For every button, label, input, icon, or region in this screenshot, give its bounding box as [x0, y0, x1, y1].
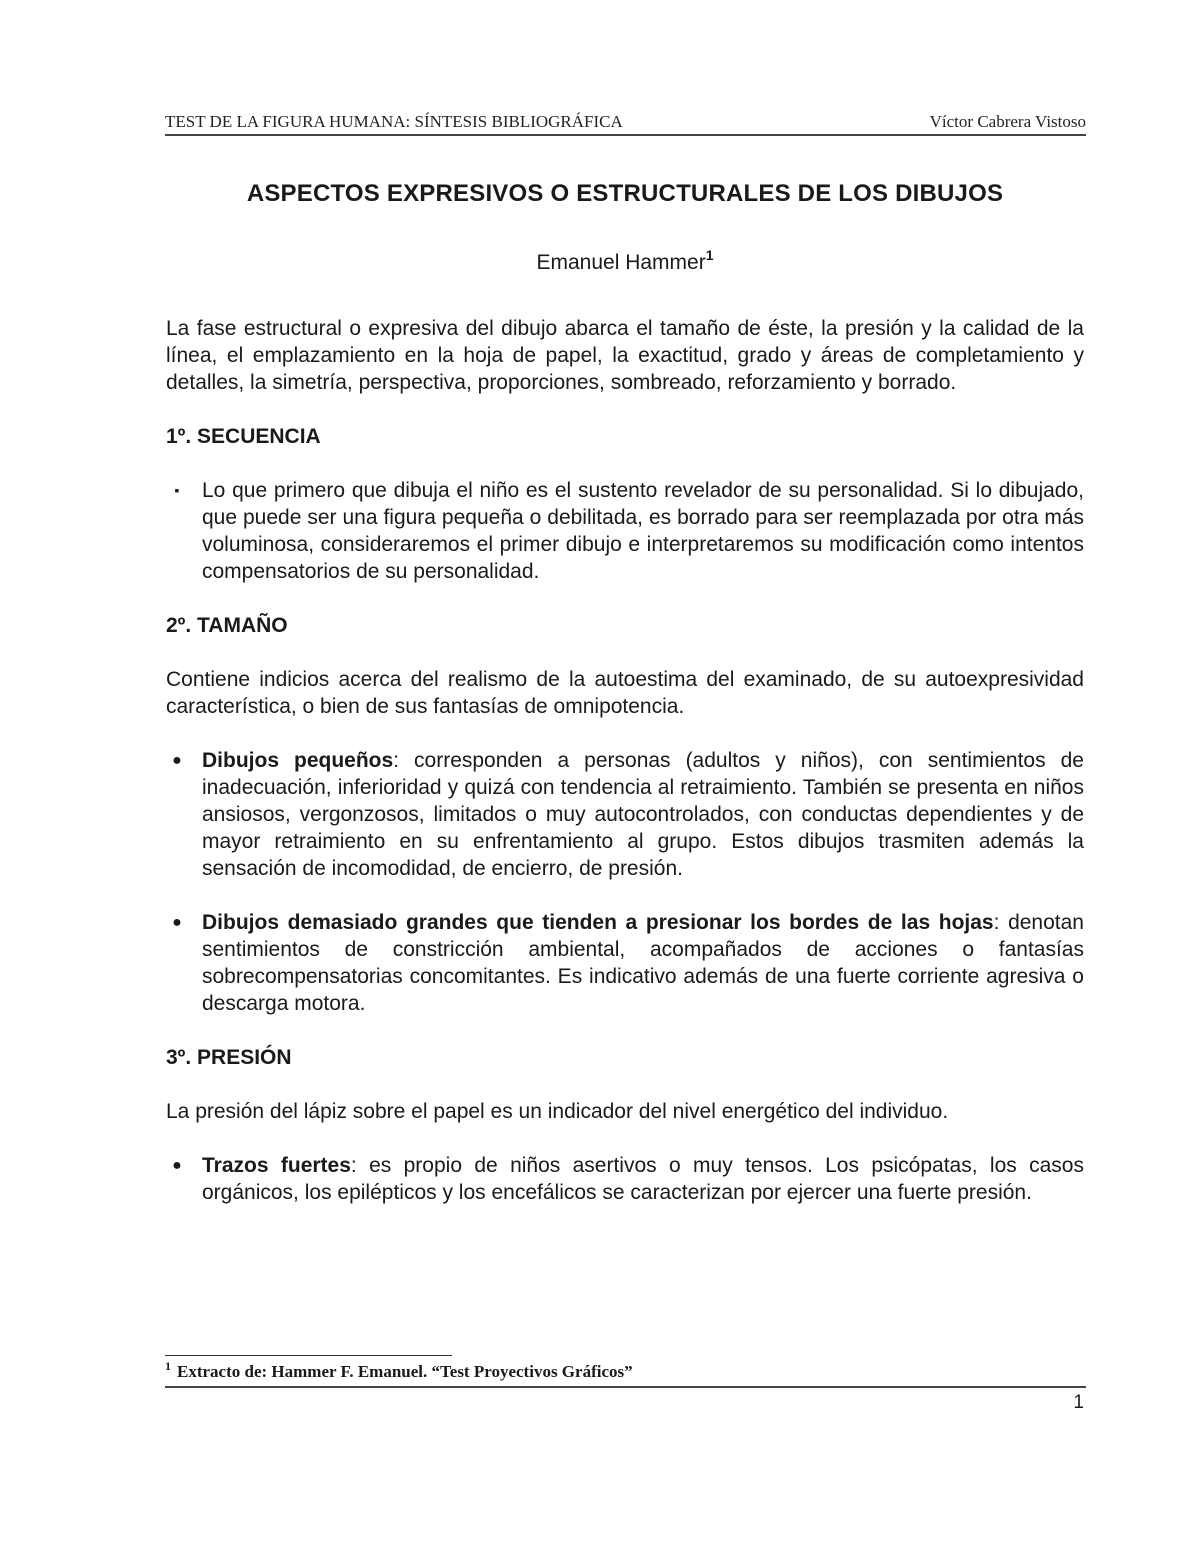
list-item: [166, 477, 1084, 585]
footnote-separator: [165, 1355, 452, 1356]
list-item-text: : corresponden a personas (adultos y niños), con sentimientos de inadecuación, inferioridad y quizá con tendencia al retraimiento. También se presenta en niños ansiosos, vergonzosos, limitados o muy autocontrolados, con conductas dependientes y de mayor retraimiento en su enfrentamiento al grupo. Estos dibujos trasmiten además la sensación de incomodidad, de encierro, de presión.: [202, 749, 1084, 880]
author-name: Emanuel Hammer: [536, 251, 706, 274]
footnote-number: 1: [165, 1359, 171, 1373]
document-title: ASPECTOS EXPRESIVOS O ESTRUCTURALES DE LOS DIBUJOS: [246, 180, 1004, 207]
bullet-list: [166, 477, 1084, 585]
list-item-text: : denotan sentimientos de constricción ambiental, acompañados de acciones o fantasías sobrecompensatorias concomitantes. Es indicativo además de una fuerte corriente agresiva o descarga motora.: [202, 911, 1084, 1015]
page-body: [166, 178, 1084, 1206]
section-heading-tamano: 2º. TAMAÑO: [166, 614, 288, 637]
list-item: [166, 1152, 1084, 1206]
list-item: [166, 909, 1084, 1017]
header-author: Víctor Cabrera Vistoso: [929, 112, 1086, 131]
document-author: [166, 249, 1084, 276]
section-paragraph: Contiene indicios acerca del realismo de la autoestima del examinado, de su autoexpresividad característica, o bien de sus fantasías de omnipotencia.: [166, 668, 1084, 718]
footer-rule: [165, 1386, 1086, 1388]
list-item-term: Dibujos demasiado grandes que tienden a presionar los bordes de las hojas: [202, 911, 994, 934]
footnote-text: Extracto de: Hammer F. Emanuel. “Test Proyectivos Gráficos”: [177, 1362, 633, 1381]
list-item-text: : es propio de niños asertivos o muy tensos. Los psicópatas, los casos orgánicos, los epilépticos y los encefálicos se caracterizan por ejercer una fuerte presión.: [202, 1154, 1084, 1204]
section-paragraph: La presión del lápiz sobre el papel es un indicador del nivel energético del individuo.: [166, 1100, 949, 1123]
section-heading-secuencia: 1º. SECUENCIA: [166, 425, 321, 448]
footnote-ref: 1: [705, 247, 714, 263]
list-item: [166, 747, 1084, 882]
section-heading-presion: 3º. PRESIÓN: [166, 1046, 292, 1069]
intro-paragraph: La fase estructural o expresiva del dibujo abarca el tamaño de éste, la presión y la calidad de la línea, el emplazamiento en la hoja de papel, la exactitud, grado y áreas de completamiento y detalles, la simetría, perspectiva, proporciones, sombreado, reforzamiento y borrado.: [166, 317, 1084, 394]
round-bullet-icon: ●: [172, 752, 182, 769]
list-item-text: Lo que primero que dibuja el niño es el sustento revelador de su personalidad. Si lo dibujado, que puede ser una figura pequeña o debilitada, es borrado para ser reemplazada por otra más voluminosa, consideraremos el primer dibujo e interpretaremos su modificación como intentos compensatorios de su personalidad.: [202, 479, 1084, 583]
running-header: [165, 112, 1086, 136]
bullet-list: [166, 1152, 1084, 1206]
header-title: TEST DE LA FIGURA HUMANA: SÍNTESIS BIBLIOGRÁFICA: [165, 112, 623, 131]
list-item-term: Dibujos pequeños: [202, 749, 394, 772]
footnote: [165, 1359, 1086, 1382]
round-bullet-icon: ●: [172, 914, 182, 931]
list-item-term: Trazos fuertes: [202, 1154, 351, 1177]
bullet-list: [166, 747, 1084, 1017]
round-bullet-icon: ●: [172, 1157, 182, 1174]
square-bullet-icon: ▪: [174, 482, 180, 498]
page-number: 1: [1073, 1392, 1084, 1413]
